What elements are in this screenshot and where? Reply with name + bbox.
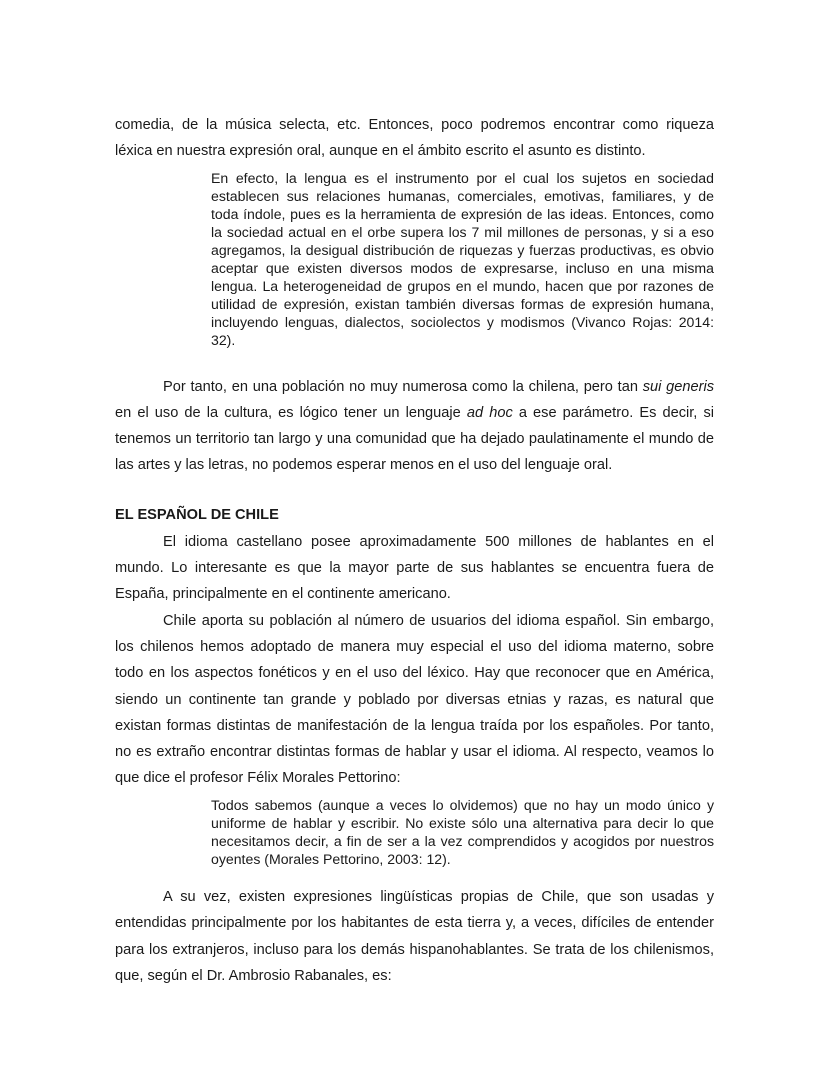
paragraph-intro: comedia, de la música selecta, etc. Entonces, poco podremos encontrar como riqueza léxica en nuestra expresión oral, aunque en el ámbito escrito el asunto es distinto. — [115, 117, 714, 160]
paragraph-por-tanto — [115, 374, 714, 479]
block-quote-vivanco: En efecto, la lengua es el instrumento por el cual los sujetos en sociedad establecen sus relaciones humanas, comerciales, emotivas, familiares, y de toda índole, pues es la herramienta de expresión de las ideas. Entonces, como la sociedad actual en el orbe supera los 7 mil millones de personas, y si a eso agregamos, la desigual distribución de riquezas y fuerzas productivas, es obvio aceptar que existen diversos modos de expresarse, incluso en una misma lengua. La heterogeneidad de grupos en el mundo, hacen que por razones de utilidad de expresión, existan también diversas formas de expresión humana, incluyendo lenguas, dialectos, sociolectos y modismos (Vivanco Rojas: 2014: 32). — [211, 169, 714, 349]
block-quote-morales: Todos sabemos (aunque a veces lo olvidemos) que no hay un modo único y uniforme de hablar y escribir. No existe sólo una alternativa para decir lo que necesitamos decir, a fin de ser a la vez comprendidos y acogidos por nuestros oyentes (Morales Pettorino, 2003: 12). — [211, 796, 714, 867]
paragraph-chilenismos: A su vez, existen expresiones lingüísticas propias de Chile, que son usadas y entendidas principalmente por los habitantes de esta tierra y, a veces, difíciles de entender para los extranjeros, incluso para los demás hispanohablantes. Se trata de los chilenismos, que, según el Dr. Ambrosio Rabanales, es: — [115, 889, 714, 984]
italic-sui-generis: sui generis — [642, 378, 714, 395]
paragraph-chile-aporta: Chile aporta su población al número de usuarios del idioma español. Sin embargo, los chilenos hemos adoptado de manera muy especial el uso del idioma materno, sobre todo en los aspectos fonéticos y en el uso del léxico. Hay que reconocer que en América, siendo un continente tan grande y poblado por diversas etnias y razas, es natural que existan formas distintas de manifestación de la lengua traída por los españoles. Por tanto, no es extraño encontrar distintas formas de hablar y usar el idioma. Al respecto, veamos lo que dice el profesor Félix Morales Pettorino: — [115, 612, 714, 787]
paragraph-por-tanto-text-e: a ese parámetro. Es decir, si tenemos un territorio tan largo y una comunidad que ha dejado paulatinamente el mundo de las artes y las letras, no podemos esperar menos en el uso del lenguaje oral. — [115, 404, 714, 474]
paragraph-por-tanto-text-c: en el uso de la cultura, es lógico tener un lenguaje — [115, 404, 467, 421]
paragraph-por-tanto-text-a: Por tanto, en una población no muy numerosa como la chilena, pero tan — [163, 378, 643, 395]
document-page — [115, 112, 714, 989]
paragraph-idioma-castellano: El idioma castellano posee aproximadamente 500 millones de hablantes en el mundo. Lo interesante es que la mayor parte de sus hablantes se encuentra fuera de España, principalmente en el continente americano. — [115, 533, 714, 603]
section-heading: EL ESPAÑOL DE CHILE — [115, 506, 279, 523]
italic-ad-hoc: ad hoc — [466, 404, 513, 421]
